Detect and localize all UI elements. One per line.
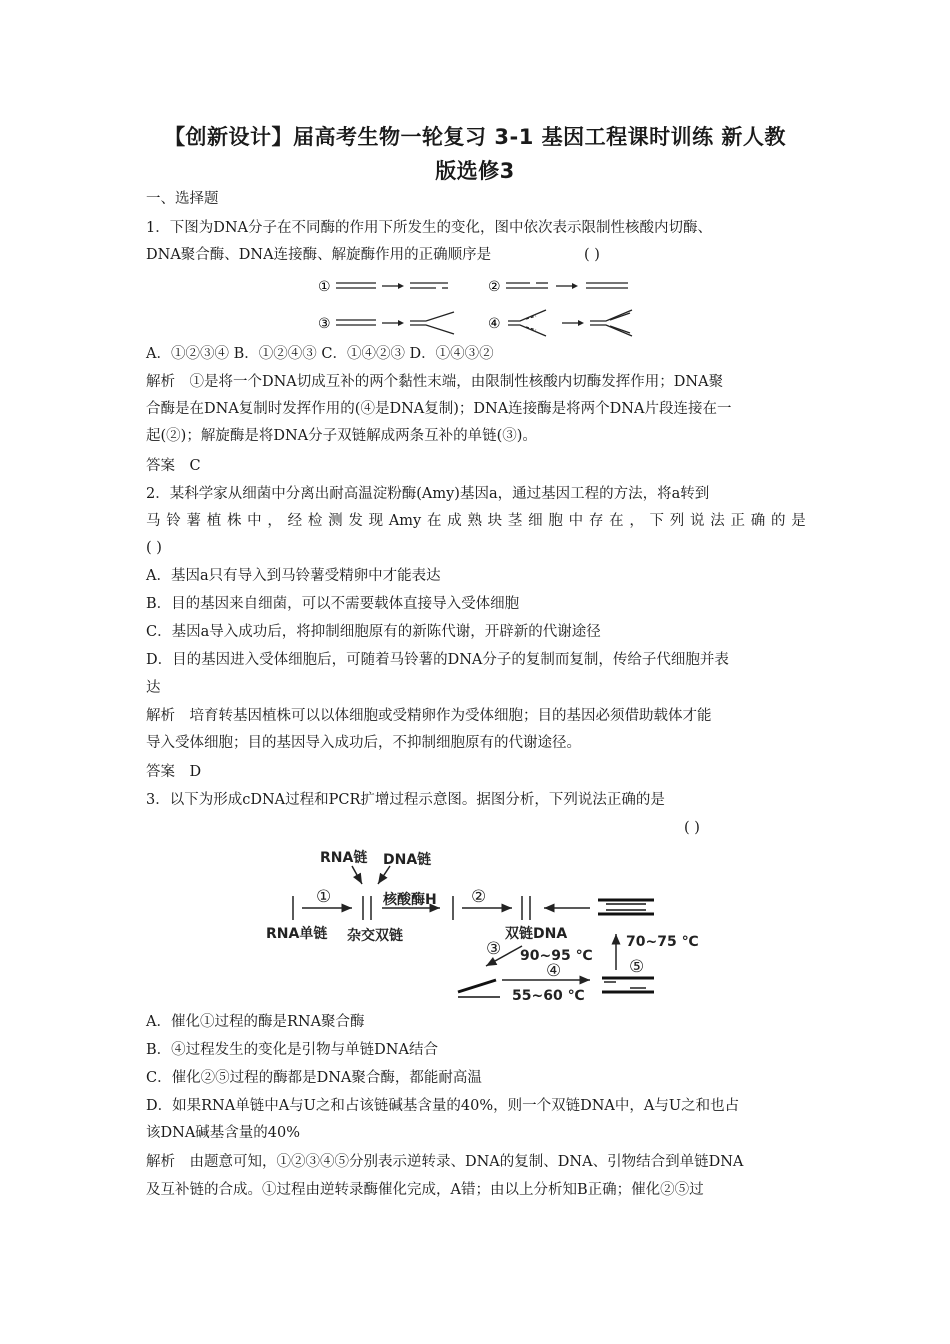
q2-stem-char: 测 <box>328 513 343 529</box>
q3-option-d-line-1: D．如果RNA单链中A与U之和占该链碱基含量的40%，则一个双链DNA中，A与U之和也占 <box>146 1098 740 1114</box>
q3-option-b: B．④过程发生的变化是引物与单链DNA结合 <box>146 1042 438 1058</box>
q1-label-3: ③ <box>318 316 331 332</box>
label-dna-chain: DNA链 <box>383 852 432 868</box>
title-line-2: 版选修3 <box>435 159 515 183</box>
q2-stem-char: 确 <box>750 513 766 529</box>
q3-analysis-line-2: 及互补链的合成。①过程由逆转录酶催化完成，A错；由以上分析知B正确；催化②⑤过 <box>146 1182 704 1198</box>
q1-label-1: ① <box>318 279 331 295</box>
label-temp-2: 55~60 ℃ <box>512 988 585 1004</box>
q2-stem-char: 发 <box>348 513 363 529</box>
step-5: ⑤ <box>629 957 645 977</box>
q2-stem-char: 株 <box>226 513 242 529</box>
q2-analysis-line-1: 解析 培育转基因植株可以以体细胞或受精卵作为受体细胞；目的基因必须借助载体才能 <box>146 708 712 724</box>
q2-stem-char: 中 <box>568 513 584 529</box>
q2-option-d-line-1: D．目的基因进入受体细胞后，可随着马铃薯的DNA分子的复制而复制，传给子代细胞并表 <box>146 652 729 668</box>
q2-stem-char: 的 <box>770 513 786 529</box>
q3-analysis-line-1: 解析 由题意可知，①②③④⑤分别表示逆转录、DNA的复制、DNA、引物结合到单链DNA <box>146 1154 744 1170</box>
q2-stem-char: 现 <box>368 513 384 529</box>
step-4: ④ <box>546 961 562 981</box>
page-title <box>100 120 850 188</box>
label-nuclease-h: 核酸酶H <box>383 892 437 908</box>
label-rna-single: RNA单链 <box>266 926 328 942</box>
q2-stem-char: 列 <box>669 513 685 529</box>
q2-stem-char: 中 <box>247 513 262 529</box>
q2-stem-line-2 <box>146 511 806 531</box>
q1-answer: 答案 C <box>146 458 201 474</box>
q2-option-b: B．目的基因来自细菌，可以不需要载体直接导入受体细胞 <box>146 596 520 612</box>
q2-stem-char: 成 <box>447 513 462 529</box>
q2-stem-char: 薯 <box>186 513 201 529</box>
q2-stem-char: 法 <box>710 513 725 529</box>
q2-answer: 答案 D <box>146 764 202 780</box>
q3-answer-paren: ( ) <box>684 820 700 836</box>
label-temp-3: 70~75 ℃ <box>626 934 699 950</box>
q2-stem-char: 在 <box>426 513 442 529</box>
q2-stem-char: 茎 <box>507 513 523 529</box>
q2-stem-char: 存 <box>588 513 604 529</box>
q1-label-2: ② <box>488 279 501 295</box>
step-2: ② <box>471 887 487 907</box>
q2-stem-char: 马 <box>146 513 161 529</box>
step-3: ③ <box>486 939 502 959</box>
q2-stem-char: 正 <box>730 513 745 529</box>
q2-stem-char: ， <box>629 513 644 529</box>
q2-stem-char: 铃 <box>166 513 181 529</box>
q2-stem-char: Amy <box>388 513 422 529</box>
label-ds-dna: 双链DNA <box>505 926 568 942</box>
q1-analysis-line-2: 合酶是在DNA复制时发挥作用的(④是DNA复制)；DNA连接酶是将两个DNA片段连接在一 <box>146 401 732 417</box>
q2-analysis-line-2: 导入受体细胞；目的基因导入成功后，不抑制细胞原有的代谢途径。 <box>146 735 581 751</box>
q2-stem-char: 熟 <box>467 513 482 529</box>
q1-stem-line-2: DNA聚合酶、DNA连接酶、解旋酶作用的正确顺序是 <box>146 247 492 263</box>
q1-answer-paren: ( ) <box>584 247 600 263</box>
q2-stem-char: 经 <box>287 513 303 529</box>
q2-stem-char: 细 <box>528 513 543 529</box>
q2-stem-char: 在 <box>609 513 624 529</box>
q2-stem-line-1: 2．某科学家从细菌中分离出耐高温淀粉酶(Amy)基因a，通过基因工程的方法，将a转到 <box>146 486 710 502</box>
q2-stem-char: ， <box>267 513 282 529</box>
q1-label-4: ④ <box>488 316 501 332</box>
q2-stem-char: 块 <box>487 513 503 529</box>
q3-stem: 3．以下为形成cDNA过程和PCR扩增过程示意图。据图分析，下列说法正确的是 <box>146 792 665 808</box>
label-temp-1: 90~95 ℃ <box>520 948 593 964</box>
q1-options: A．①②③④ B．①②④③ C．①④②③ D．①④③② <box>146 346 494 362</box>
q2-option-c: C．基因a导入成功后，将抑制细胞原有的新陈代谢，开辟新的代谢途径 <box>146 624 601 640</box>
q2-option-a: A．基因a只有导入到马铃薯受精卵中才能表达 <box>146 568 441 584</box>
q2-stem-char: 是 <box>791 513 806 529</box>
q2-option-d-line-2: 达 <box>146 680 161 696</box>
section-heading: 一、选择题 <box>146 191 219 207</box>
q3-option-c: C．催化②⑤过程的酶都是DNA聚合酶，都能耐高温 <box>146 1070 482 1086</box>
q2-stem-char: 植 <box>206 513 222 529</box>
q3-diagram <box>250 842 700 1007</box>
title-line-1: 【创新设计】届高考生物一轮复习 3-1 基因工程课时训练 新人教 <box>164 125 786 149</box>
label-hybrid: 杂交双链 <box>347 928 403 944</box>
label-rna-chain: RNA链 <box>320 850 368 866</box>
q2-stem-char: 检 <box>307 513 323 529</box>
q2-stem-char: 说 <box>690 513 705 529</box>
step-1: ① <box>316 887 332 907</box>
q1-stem-line-1: 1．下图为DNA分子在不同酶的作用下所发生的变化，图中依次表示限制性核酸内切酶、 <box>146 220 713 236</box>
q2-answer-paren: ( ) <box>146 540 162 556</box>
q2-stem-char: 胞 <box>548 513 563 529</box>
q1-analysis-line-3: 起(②)；解旋酶是将DNA分子双链解成两条互补的单链(③)。 <box>146 428 537 444</box>
q1-analysis-line-1: 解析 ①是将一个DNA切成互补的两个黏性末端，由限制性核酸内切酶发挥作用；DNA聚 <box>146 374 724 390</box>
q3-option-d-line-2: 该DNA碱基含量的40% <box>146 1125 301 1141</box>
q2-stem-char: 下 <box>649 513 665 529</box>
q3-option-a: A．催化①过程的酶是RNA聚合酶 <box>146 1014 365 1030</box>
q1-diagram <box>310 272 640 338</box>
